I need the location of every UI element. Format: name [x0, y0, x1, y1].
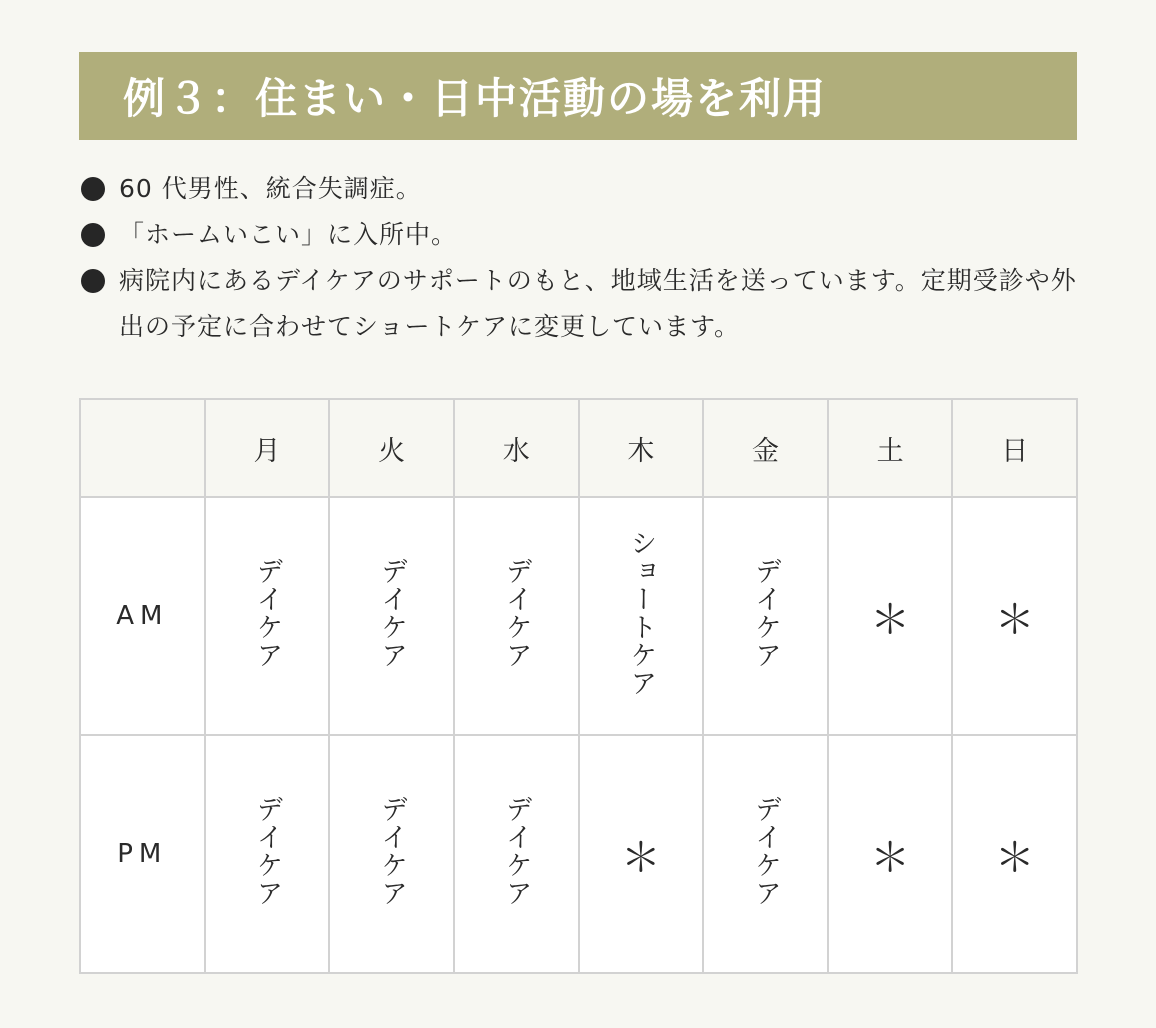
bullet-dot-icon: [81, 177, 105, 201]
day-header-sun: 日: [952, 399, 1077, 497]
cell-text: デイケア: [749, 556, 781, 669]
cell-am-fri: [703, 497, 828, 735]
cell-am-tue: [329, 497, 454, 735]
asterisk-mark: ＊: [994, 596, 1035, 643]
table-corner-cell: [80, 399, 205, 497]
cell-text: デイケア: [500, 794, 532, 907]
day-header-mon: 月: [205, 399, 330, 497]
cell-pm-thu: [579, 735, 704, 973]
cell-pm-fri: [703, 735, 828, 973]
bullet-text: 60 代男性、統合失調症。: [119, 174, 422, 203]
cell-text: デイケア: [749, 794, 781, 907]
row-label-pm: PM: [80, 735, 205, 973]
cell-am-wed: [454, 497, 579, 735]
day-header-tue: 火: [329, 399, 454, 497]
page-title: 例３：住まい・日中活動の場を利用: [123, 74, 828, 123]
day-header-thu: 木: [579, 399, 704, 497]
bullet-text: 「ホームいこい」に入所中。: [119, 220, 458, 249]
bullet-text: 病院内にあるデイケアのサポートのもと、地域生活を送っています。定期受診や外出の予定に合わせてショートケアに変更しています。: [119, 266, 1077, 341]
bullet-dot-icon: [81, 269, 105, 293]
cell-am-mon: [205, 497, 330, 735]
cell-pm-mon: [205, 735, 330, 973]
cell-am-thu: [579, 497, 704, 735]
asterisk-mark: ＊: [620, 834, 661, 881]
cell-text: ショートケア: [625, 528, 657, 697]
day-header-fri: 金: [703, 399, 828, 497]
cell-text: デイケア: [500, 556, 532, 669]
table-header-row: [80, 399, 1077, 497]
cell-am-sat: [828, 497, 953, 735]
cell-text: デイケア: [251, 556, 283, 669]
cell-pm-tue: [329, 735, 454, 973]
bullet-item: [81, 258, 1091, 350]
bullet-item: [81, 166, 1091, 212]
bullet-dot-icon: [81, 223, 105, 247]
cell-text: デイケア: [251, 794, 283, 907]
weekly-schedule-table: [79, 398, 1078, 974]
cell-text: デイケア: [376, 794, 408, 907]
cell-pm-sat: [828, 735, 953, 973]
day-header-wed: 水: [454, 399, 579, 497]
day-header-sat: 土: [828, 399, 953, 497]
bullet-item: [81, 212, 1091, 258]
cell-pm-sun: [952, 735, 1077, 973]
title-banner: [79, 52, 1077, 140]
row-label-am: AM: [80, 497, 205, 735]
table-row-pm: [80, 735, 1077, 973]
asterisk-mark: ＊: [994, 834, 1035, 881]
bullet-list: [81, 166, 1091, 350]
cell-text: デイケア: [376, 556, 408, 669]
asterisk-mark: ＊: [870, 834, 911, 881]
asterisk-mark: ＊: [870, 596, 911, 643]
table-row-am: [80, 497, 1077, 735]
cell-pm-wed: [454, 735, 579, 973]
cell-am-sun: [952, 497, 1077, 735]
